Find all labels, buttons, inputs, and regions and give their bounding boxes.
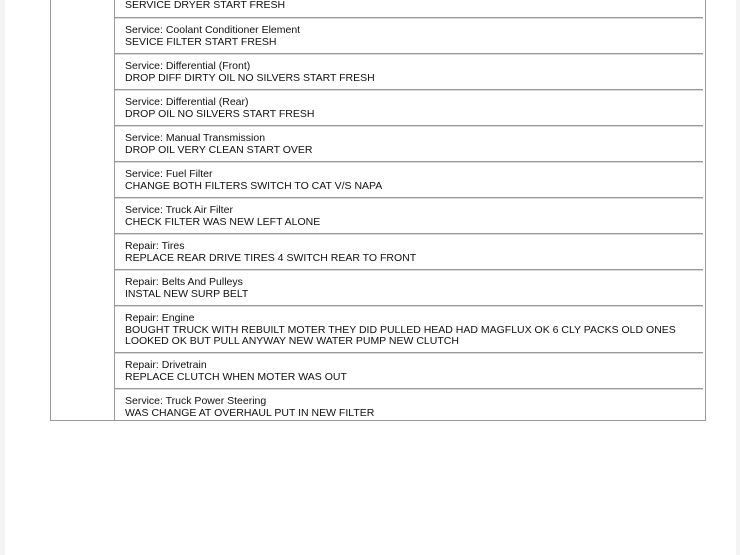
entry-title: Repair: Tires [125,240,185,252]
entry-note: SEVICE FILTER START FRESH [125,35,277,48]
entry-note-continued: LOOKED OK BUT PULL ANYWAY NEW WATER PUMP NEW CLUTCH [125,335,459,347]
service-entry [115,353,703,389]
service-entry [115,126,703,162]
date-column [51,0,115,420]
entry-note: SERVICE DRYER START FRESH [125,0,286,11]
service-entry [115,18,703,54]
entry-title: Service: Differential (Front) [125,60,251,72]
service-entry [115,389,703,421]
entry-title: Repair: Drivetrain [125,359,207,371]
entry-note: INSTAL NEW SURP BELT [125,287,249,300]
service-entry [115,198,703,234]
entry-note: REPLACE CLUTCH WHEN MOTER WAS OUT [125,370,347,383]
entry-note: CHANGE BOTH FILTERS SWITCH TO CAT V/S NAPA [125,179,383,192]
entry-title: Service: Manual Transmission [125,132,266,144]
entry-title: Service: Truck Power Steering [125,395,267,407]
entry-note: WAS CHANGE AT OVERHAUL PUT IN NEW FILTER [125,406,375,419]
entry-title: Service: Differential (Rear) [125,96,249,108]
entry-title: Service: Truck Air Filter [125,204,233,216]
entry-note: CHECK FILTER WAS NEW LEFT ALONE [125,215,321,228]
entry-note: REPLACE REAR DRIVE TIRES 4 SWITCH REAR TO FRONT [125,251,417,264]
entry-note: BOUGHT TRUCK WITH REBUILT MOTER THEY DID PULLED HEAD HAD MAGFLUX OK 6 CLY PACKS OLD ONES [125,323,676,336]
entry-title: Repair: Belts And Pulleys [125,276,243,288]
service-history-table [50,0,706,421]
entry-note: DROP OIL NO SILVERS START FRESH [125,107,315,120]
service-entry [115,162,703,198]
entry-note: DROP OIL VERY CLEAN START OVER [125,143,313,156]
service-entry [115,90,703,126]
service-entry [115,270,703,306]
entry-title: Service: Fuel Filter [125,168,213,180]
service-entry [115,54,703,90]
entry-title: Service: Coolant Conditioner Element [125,24,301,36]
service-entry [115,306,703,353]
entry-title: Repair: Engine [125,312,195,324]
document-page [5,0,736,555]
entry-note: DROP DIFF DIRTY OIL NO SILVERS START FRESH [125,71,375,84]
service-entry [115,0,703,18]
service-entry [115,234,703,270]
